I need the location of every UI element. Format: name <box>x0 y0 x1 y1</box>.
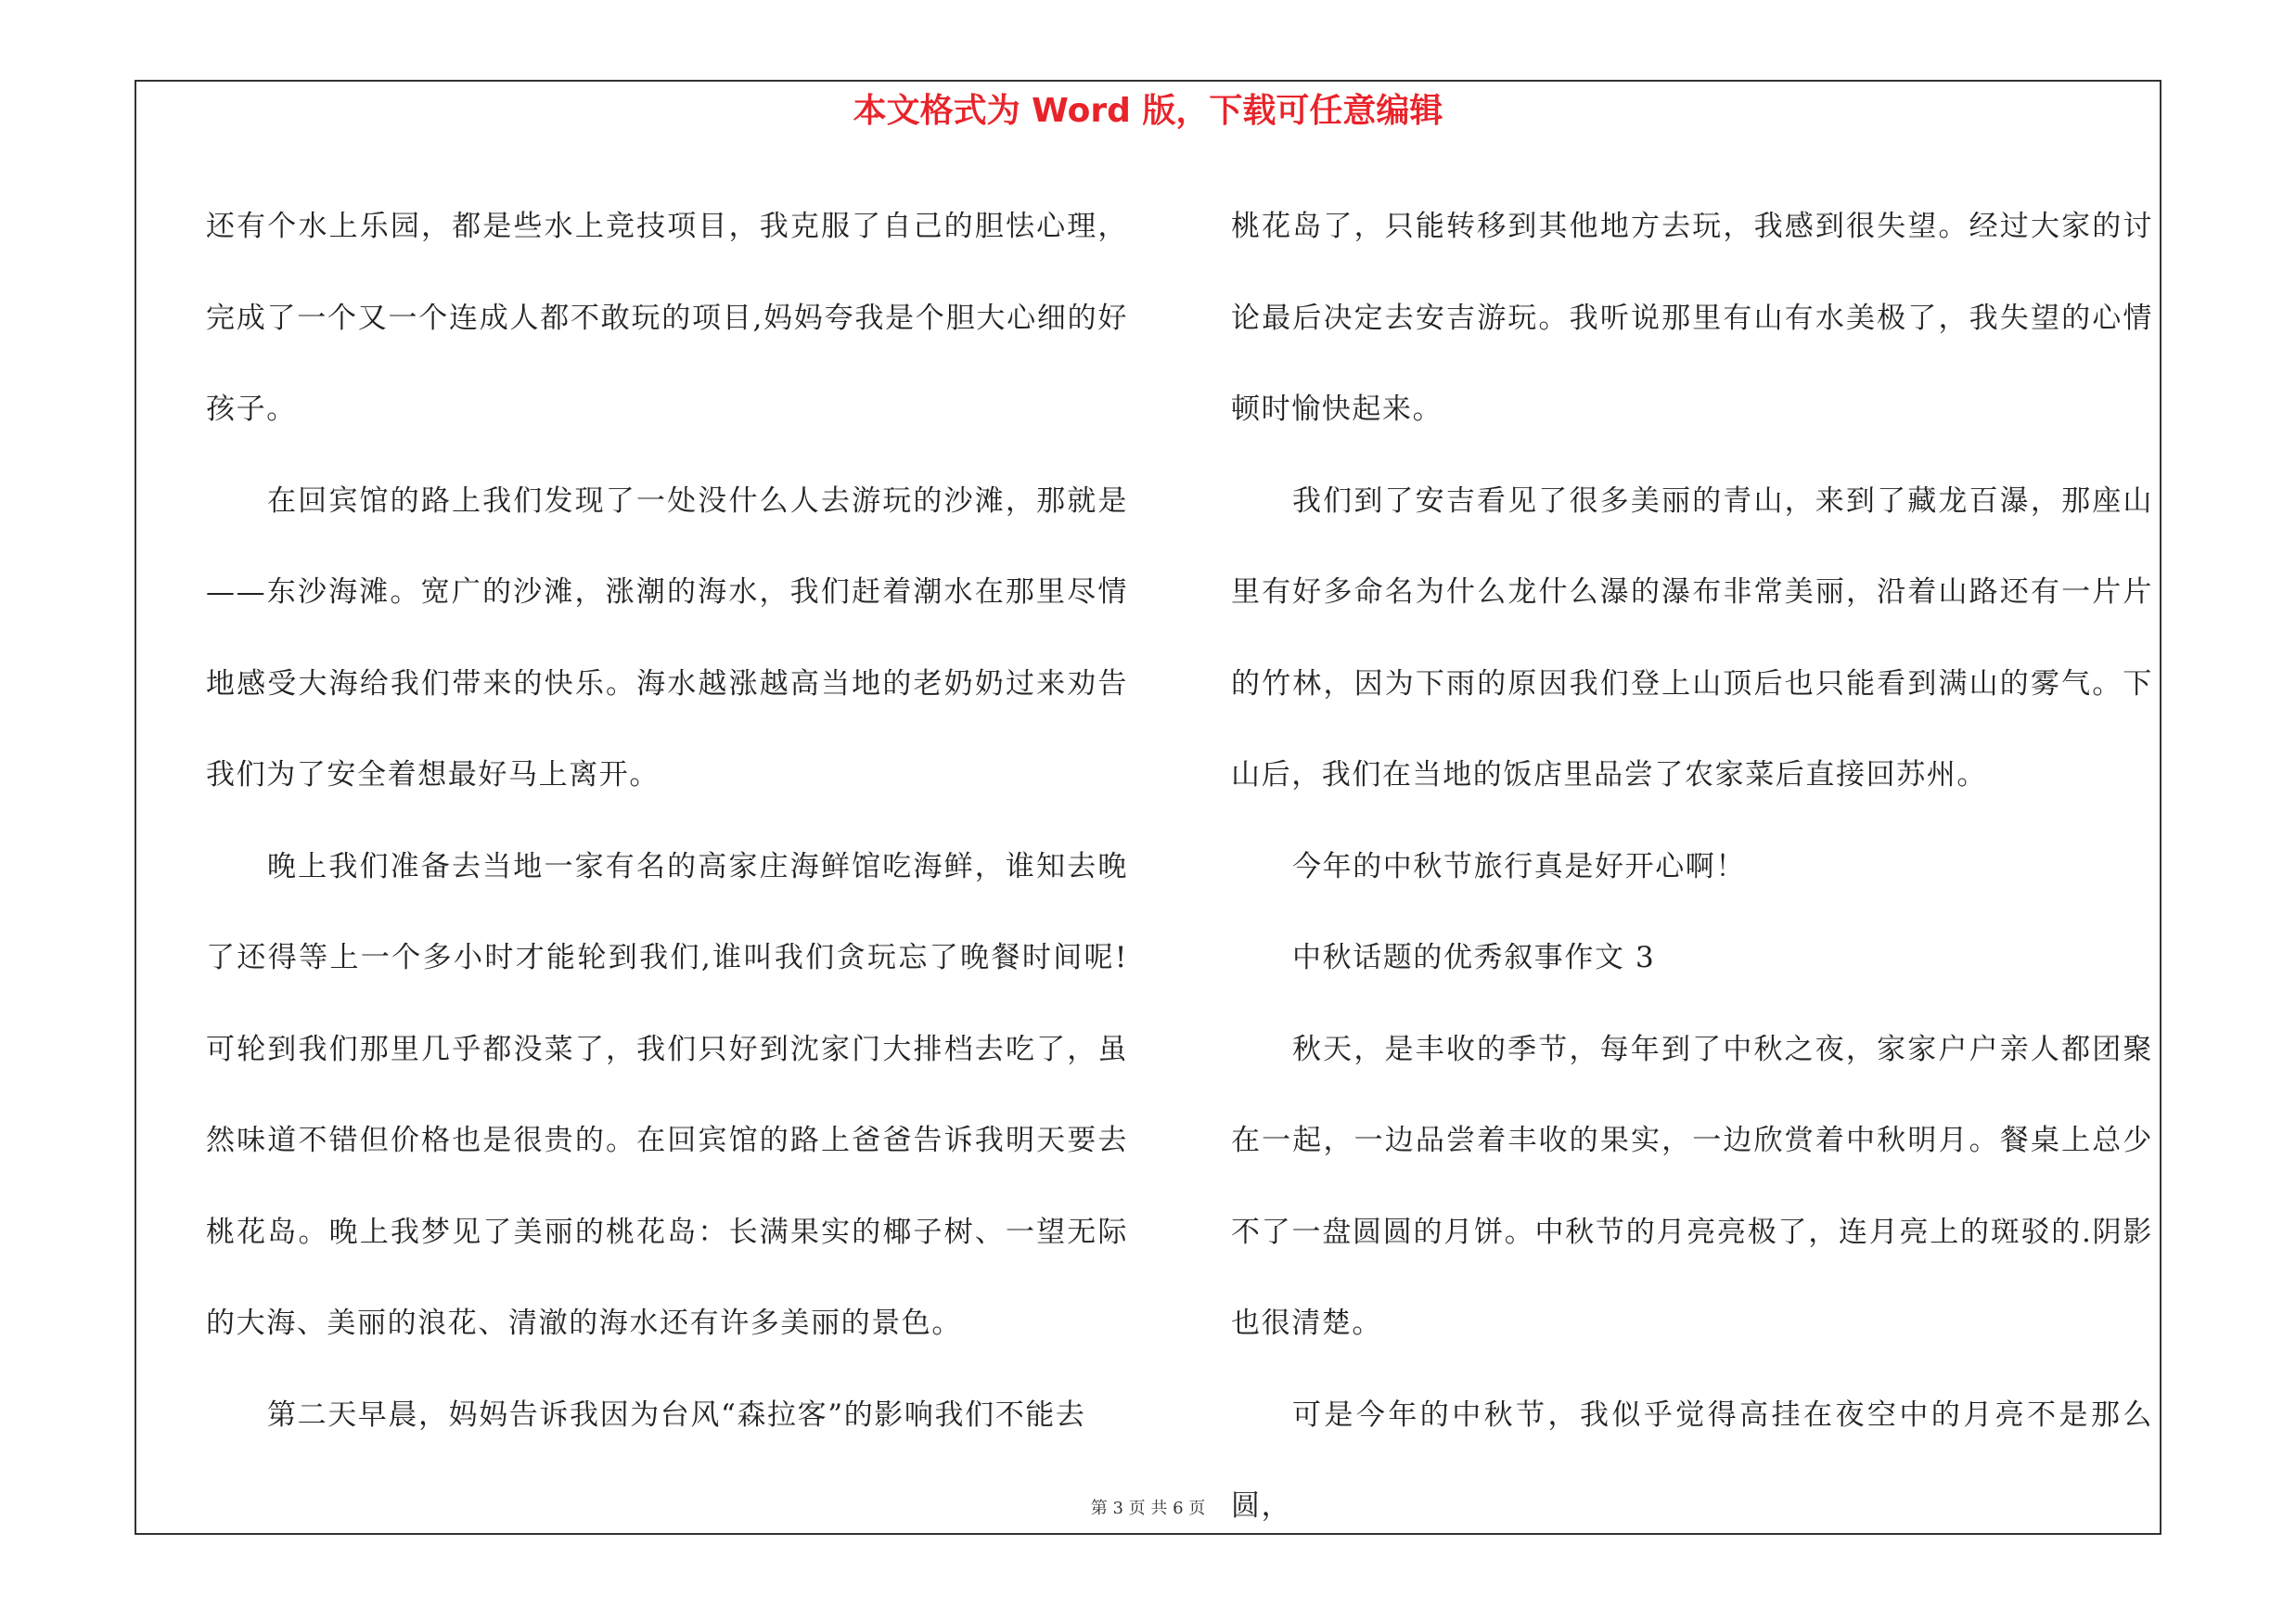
left-text-column <box>206 181 1128 1461</box>
paragraph: 还有个水上乐园，都是些水上竞技项目，我克服了自己的胆怯心理，完成了一个又一个连成人都不敢玩的项目,妈妈夸我是个胆大心细的好孩子。 <box>206 210 1128 426</box>
section-heading: 中秋话题的优秀叙事作文 3 <box>1292 941 1656 974</box>
page-number: 第 3 页 共 6 页 <box>1090 1499 1206 1518</box>
paragraph: 第二天早晨，妈妈告诉我因为台风“森拉客”的影响我们不能去 <box>267 1398 1086 1432</box>
format-notice-banner: 本文格式为 Word 版，下载可任意编辑 <box>853 92 1443 130</box>
paragraph: 可是今年的中秋节，我似乎觉得高挂在夜空中的月亮不是那么圆， <box>1231 1398 2153 1523</box>
paragraph: 秋天，是丰收的季节，每年到了中秋之夜，家家户户亲人都团聚在一起，一边品尝着丰收的果实，一边欣赏着中秋明月。餐桌上总少不了一盘圆圆的月饼。中秋节的月亮亮极了，连月亮上的斑驳的.阴影也很清楚。 <box>1231 1032 2153 1340</box>
paragraph: 在回宾馆的路上我们发现了一处没什么人去游玩的沙滩，那就是——东沙海滩。宽广的沙滩，涨潮的海水，我们赶着潮水在那里尽情地感受大海给我们带来的快乐。海水越涨越高当地的老奶奶过来劝告我们为了安全着想最好马上离开。 <box>206 483 1128 792</box>
paragraph: 桃花岛了，只能转移到其他地方去玩，我感到很失望。经过大家的讨论最后决定去安吉游玩。我听说那里有山有水美极了，我失望的心情顿时愉快起来。 <box>1231 210 2153 426</box>
paragraph: 今年的中秋节旅行真是好开心啊！ <box>1292 849 1746 883</box>
paragraph: 晚上我们准备去当地一家有名的高家庄海鲜馆吃海鲜，谁知去晚了还得等上一个多小时才能轮到我们,谁叫我们贪玩忘了晚餐时间呢!可轮到我们那里几乎都没菜了，我们只好到沈家门大排档去吃了，虽然味道不错但价格也是很贵的。在回宾馆的路上爸爸告诉我明天要去桃花岛。晚上我梦见了美丽的桃花岛：长满果实的椰子树、一望无际的大海、美丽的浪花、清澈的海水还有许多美丽的景色。 <box>206 849 1128 1340</box>
paragraph: 我们到了安吉看见了很多美丽的青山，来到了藏龙百瀑，那座山里有好多命名为什么龙什么瀑的瀑布非常美丽，沿着山路还有一片片的竹林，因为下雨的原因我们登上山顶后也只能看到满山的雾气。下山后，我们在当地的饭店里品尝了农家菜后直接回苏州。 <box>1231 483 2153 792</box>
right-text-column <box>1231 181 2153 1552</box>
